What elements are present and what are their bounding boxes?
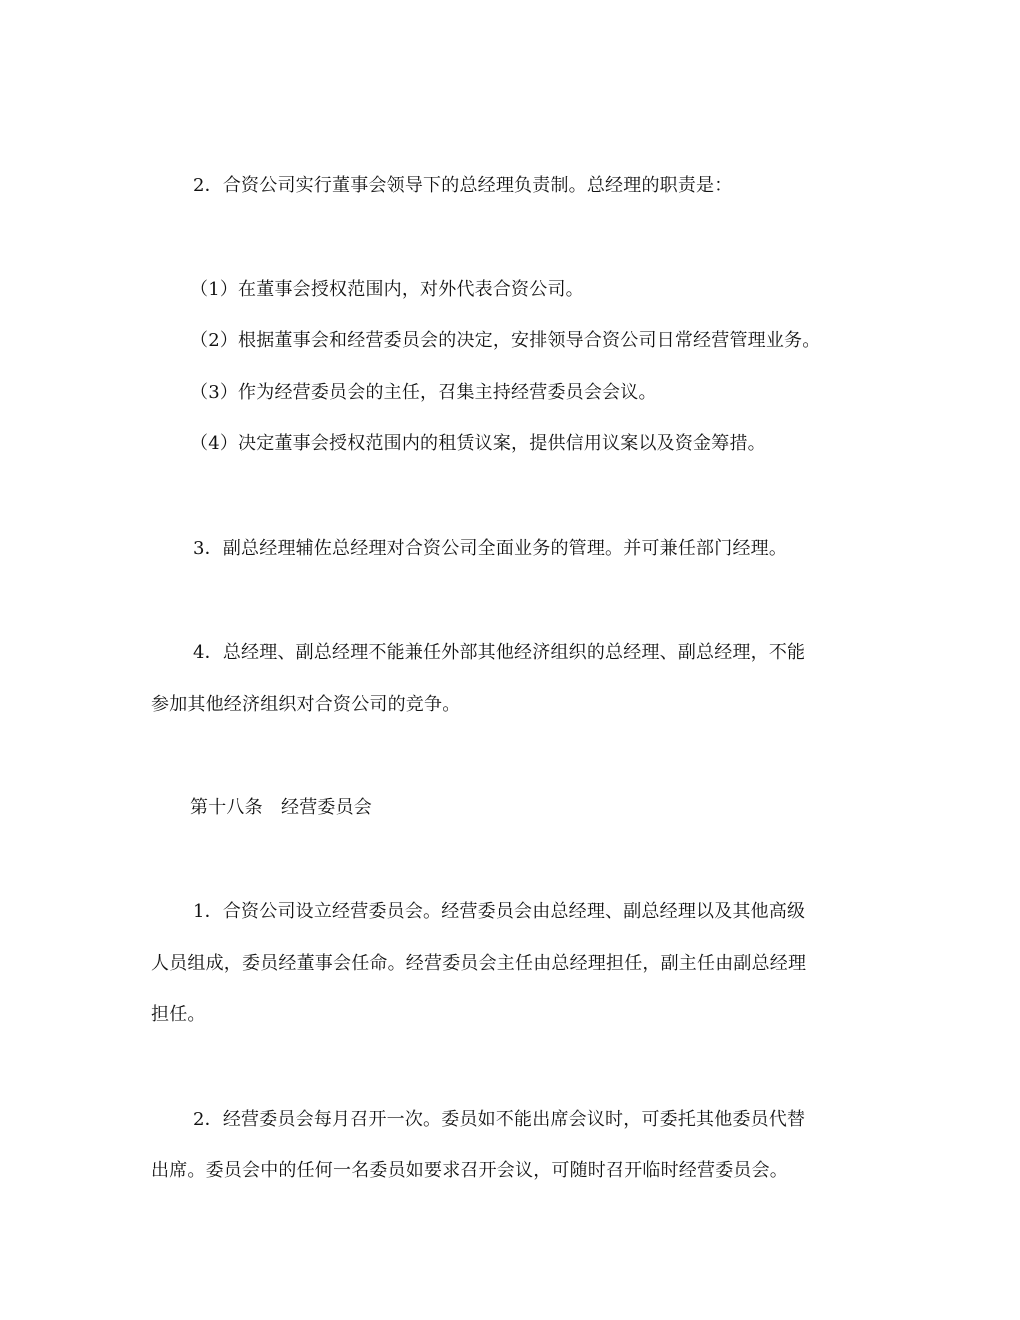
article-18-paragraph-1-line-1: 1．合资公司设立经营委员会。经营委员会由总经理、副总经理以及其他高级 — [193, 901, 806, 922]
list-item-4: （4）决定董事会授权范围内的租赁议案，提供信用议案以及资金筹措。 — [190, 433, 766, 454]
paragraph-4-line-1: 4．总经理、副总经理不能兼任外部其他经济组织的总经理、副总经理，不能 — [193, 642, 806, 663]
article-18-paragraph-1-line-3: 担任。 — [151, 1004, 206, 1025]
article-18-paragraph-1-line-2: 人员组成，委员经董事会任命。经营委员会主任由总经理担任，副主任由副总经理 — [151, 953, 807, 974]
paragraph-2-gm-responsibility: 2．合资公司实行董事会领导下的总经理负责制。总经理的职责是： — [193, 175, 733, 196]
paragraph-3-deputy-gm: 3．副总经理辅佐总经理对合资公司全面业务的管理。并可兼任部门经理。 — [193, 538, 788, 559]
article-18-paragraph-2-line-1: 2．经营委员会每月召开一次。委员如不能出席会议时，可委托其他委员代替 — [193, 1109, 806, 1130]
list-item-3: （3）作为经营委员会的主任，召集主持经营委员会会议。 — [190, 382, 657, 403]
article-18-paragraph-2-line-2: 出席。委员会中的任何一名委员如要求召开会议，可随时召开临时经营委员会。 — [151, 1160, 788, 1181]
list-item-1: （1）在董事会授权范围内，对外代表合资公司。 — [190, 279, 584, 300]
article-18-heading: 第十八条 经营委员会 — [190, 797, 372, 818]
list-item-2: （2）根据董事会和经营委员会的决定，安排领导合资公司日常经营管理业务。 — [190, 330, 821, 351]
paragraph-4-line-2: 参加其他经济组织对合资公司的竞争。 — [151, 694, 461, 715]
